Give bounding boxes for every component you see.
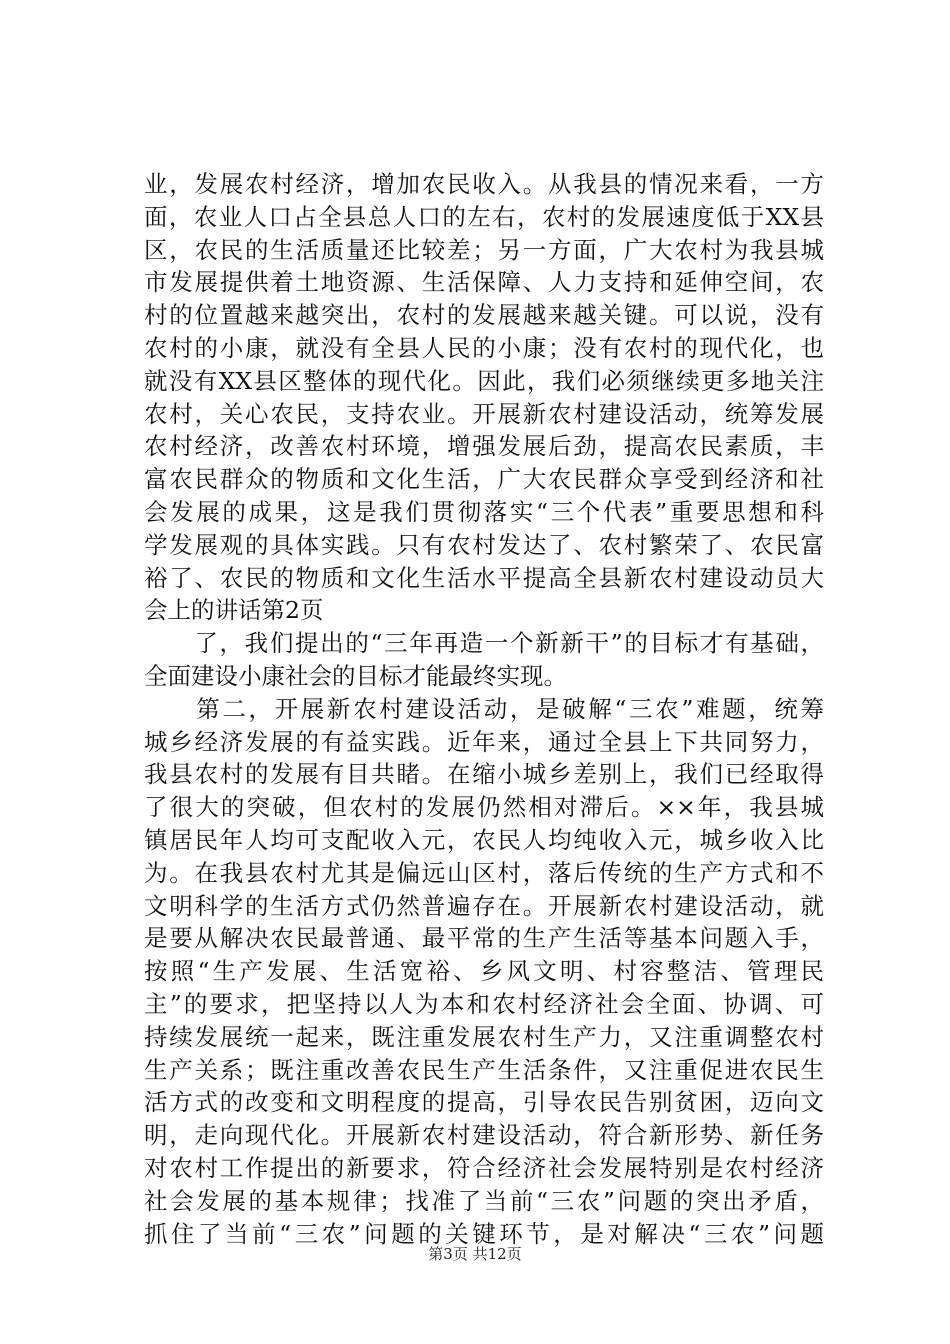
text-line: 村的位置越来越突出，农村的发展越来越关键。可以说，没有 bbox=[144, 301, 824, 330]
text-line: 文明科学的生活方式仍然普遍存在。开展新农村建设活动，就 bbox=[144, 891, 824, 920]
text-line: 是要从解决农民最普通、最平常的生产生活等基本问题入手， bbox=[144, 924, 824, 953]
text-line: 就没有XX县区整体的现代化。因此，我们必须继续更多地关注 bbox=[144, 366, 824, 395]
text-line: 主”的要求，把坚持以人为本和农村经济社会全面、协调、可 bbox=[144, 989, 824, 1018]
text-line: 我县农村的发展有目共睹。在缩小城乡差别上，我们已经取得 bbox=[144, 760, 824, 789]
text-line: 第二，开展新农村建设活动，是破解“三农”难题，统筹 bbox=[144, 694, 824, 723]
text-line: 活方式的改变和文明程度的提高，引导农民告别贫困，迈向文 bbox=[144, 1088, 824, 1117]
text-line: 学发展观的具体实践。只有农村发达了、农村繁荣了、农民富 bbox=[144, 530, 824, 559]
text-line: 为。在我县农村尤其是偏远山区村，落后传统的生产方式和不 bbox=[144, 858, 824, 887]
text-line: 镇居民年人均可支配收入元，农民人均纯收入元，城乡收入比 bbox=[144, 825, 824, 854]
text-line: 会发展的成果，这是我们贯彻落实“三个代表”重要思想和科 bbox=[144, 497, 824, 526]
text-line: 明，走向现代化。开展新农村建设活动，符合新形势、新任务 bbox=[144, 1121, 824, 1150]
text-line: 裕了、农民的物质和文化生活水平提高全县新农村建设动员大 bbox=[144, 563, 824, 592]
document-body bbox=[144, 168, 824, 1250]
text-line: 农村，关心农民，支持农业。开展新农村建设活动，统筹发展 bbox=[144, 399, 824, 428]
page-footer bbox=[0, 1244, 950, 1264]
text-line: 农村经济，改善农村环境，增强发展后劲，提高农民素质，丰 bbox=[144, 432, 824, 461]
text-line: 生产关系；既注重改善农民生产生活条件，又注重促进农民生 bbox=[144, 1055, 824, 1084]
page-number-label: 第3页 共12页 bbox=[428, 1245, 522, 1263]
text-line: 市发展提供着土地资源、生活保障、人力支持和延伸空间，农 bbox=[144, 268, 824, 297]
text-line: 富农民群众的物质和文化生活，广大农民群众享受到经济和社 bbox=[144, 465, 824, 494]
text-line: 抓住了当前“三农”问题的关键环节，是对解决“三农”问题 bbox=[144, 1219, 824, 1248]
text-line: 农村的小康，就没有全县人民的小康；没有农村的现代化，也 bbox=[144, 333, 824, 362]
text-line: 会上的讲话第2页 bbox=[144, 596, 324, 625]
text-line: 按照“生产发展、生活宽裕、乡风文明、村容整洁、管理民 bbox=[144, 957, 824, 986]
text-line: 区，农民的生活质量还比较差；另一方面，广大农村为我县城 bbox=[144, 235, 824, 264]
text-line: 持续发展统一起来，既注重发展农村生产力，又注重调整农村 bbox=[144, 1022, 824, 1051]
text-line: 业，发展农村经济，增加农民收入。从我县的情况来看，一方 bbox=[144, 170, 824, 198]
text-line: 城乡经济发展的有益实践。近年来，通过全县上下共同努力， bbox=[144, 727, 824, 756]
text-line: 社会发展的基本规律；找准了当前“三农”问题的突出矛盾， bbox=[144, 1186, 824, 1215]
text-line: 面，农业人口占全县总人口的左右，农村的发展速度低于XX县 bbox=[144, 202, 824, 231]
text-line: 全面建设小康社会的目标才能最终实现。 bbox=[144, 661, 567, 690]
text-line: 对农村工作提出的新要求，符合经济社会发展特别是农村经济 bbox=[144, 1153, 824, 1182]
text-line: 了很大的突破，但农村的发展仍然相对滞后。××年，我县城 bbox=[144, 793, 824, 822]
text-line: 了，我们提出的“三年再造一个新新干”的目标才有基础， bbox=[144, 629, 824, 658]
